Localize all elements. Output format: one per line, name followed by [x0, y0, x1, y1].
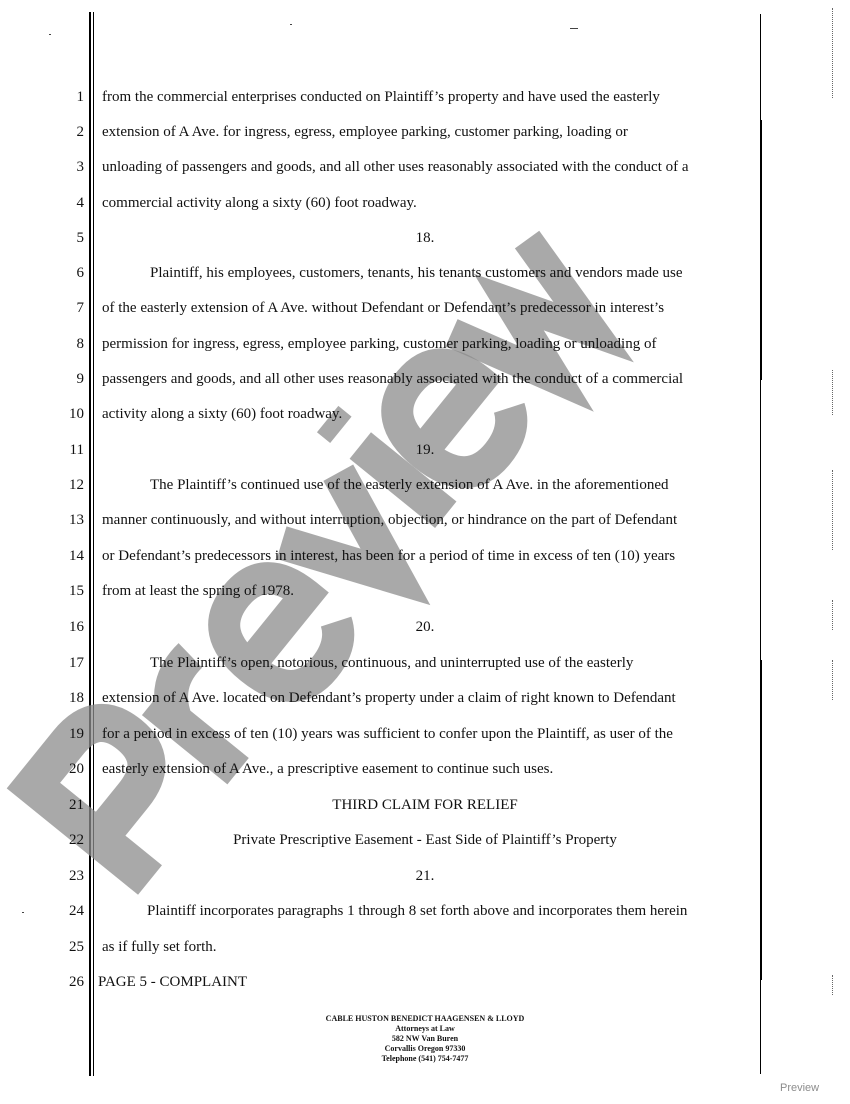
scan-speck: [290, 24, 292, 25]
watermark-glyph: [328, 419, 446, 515]
line-number: 1: [76, 89, 84, 105]
body-line: from the commercial enterprises conducted on Plaintiff’s property and have used the easterly: [102, 89, 660, 105]
body-line: unloading of passengers and goods, and all other uses reasonably associated with the conduct of a: [102, 159, 689, 175]
scan-speck: [570, 28, 578, 29]
left-margin-rule: [89, 12, 91, 1076]
scan-artifact: [832, 470, 834, 550]
line-number: 10: [69, 406, 84, 422]
line-number: 21: [69, 797, 84, 813]
body-line: easterly extension of A Ave., a prescriptive easement to continue such uses.: [102, 761, 554, 777]
line-number: 7: [76, 300, 84, 316]
watermark-glyph: [152, 655, 276, 771]
body-line: The Plaintiff’s continued use of the easterly extension of A Ave. in the aforementioned: [150, 477, 669, 493]
line-number: 3: [76, 159, 84, 175]
line-number: 12: [69, 477, 84, 493]
left-margin-rule-inner: [93, 12, 94, 1076]
line-number: 8: [76, 336, 84, 352]
scan-speck: [22, 912, 24, 913]
section-subheading: Private Prescriptive Easement - East Side of Plaintiff’s Property: [233, 832, 617, 848]
paragraph-number: 21.: [415, 868, 435, 884]
preview-watermark-label: Preview: [780, 1082, 820, 1094]
firm-address: 582 NW Van Buren: [391, 1034, 459, 1043]
line-number: 23: [69, 868, 84, 884]
section-heading: THIRD CLAIM FOR RELIEF: [332, 797, 518, 813]
line-number: 25: [69, 939, 84, 955]
page-footer-label: PAGE 5 - COMPLAINT: [98, 974, 248, 990]
body-line: manner continuously, and without interruption, objection, or hindrance on the part of Defendant: [102, 512, 678, 528]
body-line: as if fully set forth.: [102, 939, 217, 955]
line-number: 26: [69, 974, 84, 990]
paragraph-number: 20.: [415, 619, 435, 635]
right-margin-rule-segment: [760, 120, 762, 380]
firm-phone: Telephone (541) 754-7477: [381, 1054, 469, 1063]
scan-speck: [49, 34, 51, 35]
line-number: 5: [76, 230, 84, 246]
scan-artifact: [832, 660, 834, 700]
firm-footer: [290, 1014, 560, 1064]
line-number: 14: [69, 548, 84, 564]
line-number: 13: [69, 512, 84, 528]
body-line: Plaintiff incorporates paragraphs 1 through 8 set forth above and incorporates them herein: [147, 903, 688, 919]
body-line: or Defendant’s predecessors in interest, has been for a period of time in excess of ten (10) years: [102, 548, 676, 564]
body-line: permission for ingress, egress, employee parking, customer parking, loading or unloading of: [102, 336, 657, 352]
body-line: activity along a sixty (60) foot roadway.: [102, 406, 343, 422]
line-number: 9: [76, 371, 84, 387]
line-number: 17: [69, 655, 84, 671]
body-line: Plaintiff, his employees, customers, tenants, his tenants customers and vendors made use: [150, 265, 683, 281]
paragraph-number: 18.: [415, 230, 435, 246]
line-number: 22: [69, 832, 84, 848]
body-line: from at least the spring of 1978.: [102, 583, 295, 599]
firm-city: Corvallis Oregon 97330: [384, 1044, 466, 1053]
line-number: 24: [69, 903, 84, 919]
scan-artifact: [832, 8, 834, 98]
right-margin-rule-segment: [760, 660, 762, 980]
line-number: 15: [69, 583, 84, 599]
body-line: commercial activity along a sixty (60) foot roadway.: [102, 195, 417, 211]
body-line: passengers and goods, and all other uses reasonably associated with the conduct of a commercial: [102, 371, 684, 387]
body-line: The Plaintiff’s open, notorious, continuous, and uninterrupted use of the easterly: [150, 655, 634, 671]
scan-artifact: [832, 600, 834, 630]
line-number: 6: [76, 265, 84, 281]
line-number: 20: [69, 761, 84, 777]
line-number: 19: [69, 726, 84, 742]
line-number: 11: [69, 442, 84, 458]
body-line: extension of A Ave. located on Defendant’s property under a claim of right known to Defendant: [102, 690, 676, 706]
body-line: of the easterly extension of A Ave. without Defendant or Defendant’s predecessor in interest’s: [102, 300, 665, 316]
firm-name: CABLE HUSTON BENEDICT HAAGENSEN & LLOYD: [325, 1014, 525, 1023]
body-line: for a period in excess of ten (10) years was sufficient to confer upon the Plaintiff, as user of the: [102, 726, 673, 742]
line-number: 4: [76, 195, 84, 211]
paragraph-number: 19.: [415, 442, 435, 458]
firm-subtitle: Attorneys at Law: [395, 1024, 455, 1033]
watermark-glyph: [380, 347, 526, 490]
scan-artifact: [832, 370, 834, 415]
line-number: 16: [69, 619, 84, 635]
body-line: extension of A Ave. for ingress, egress, employee parking, customer parking, loading or: [102, 124, 628, 140]
scan-artifact: [832, 975, 834, 995]
line-number: 2: [76, 124, 84, 140]
line-number: 18: [69, 690, 84, 706]
